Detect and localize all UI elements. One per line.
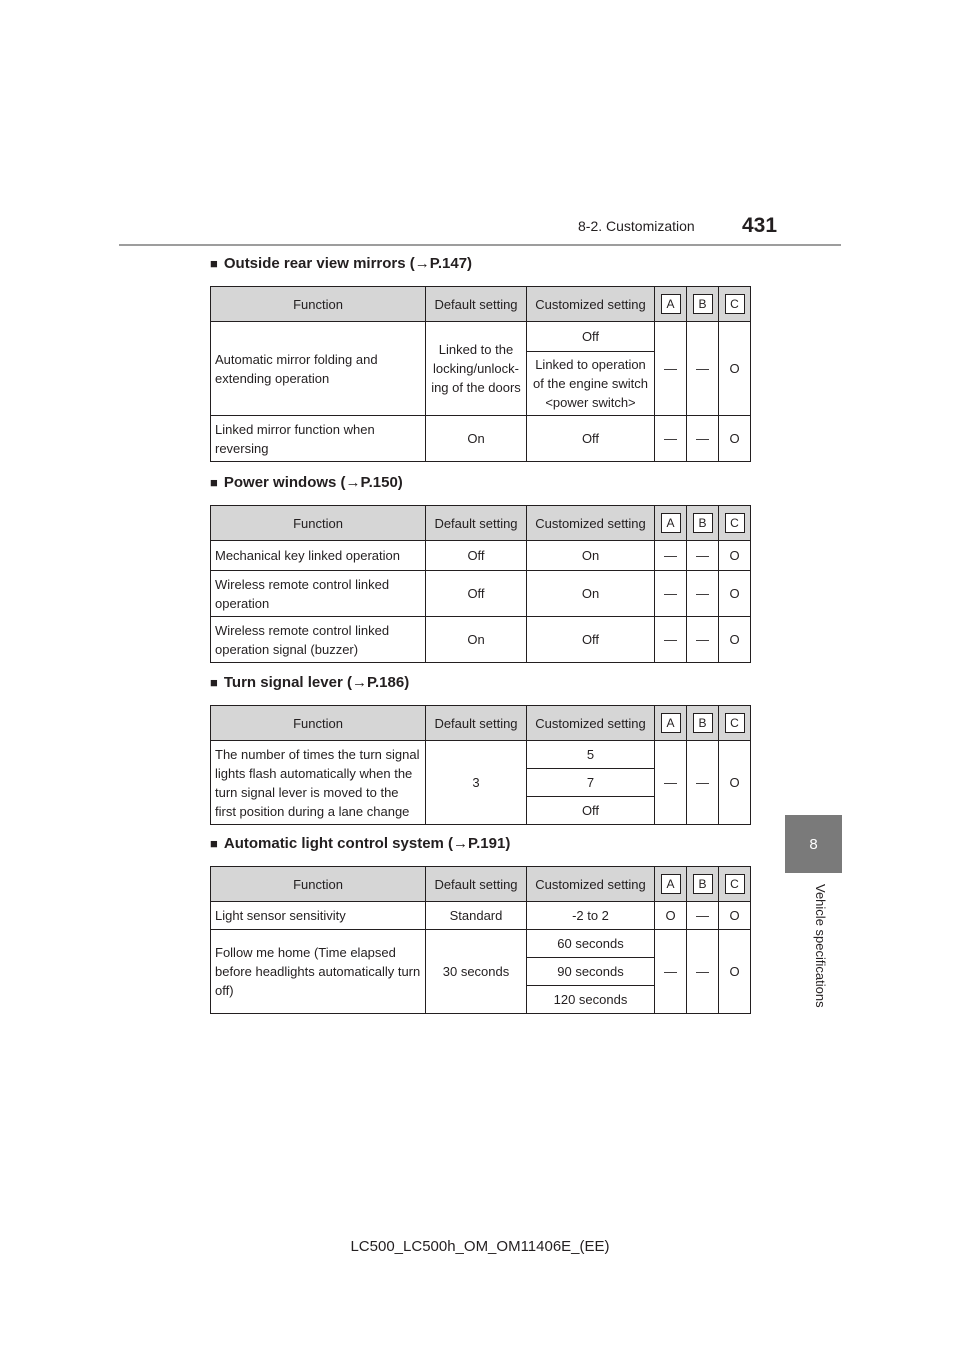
col-c [719,706,751,741]
chapter-tab [785,815,842,873]
custom-cell: On [527,571,655,617]
col-function: Function [211,706,426,741]
col-b-label: B [693,713,713,733]
table-row [211,902,751,930]
heading-text: Turn signal lever (→P.186) [223,674,410,691]
heading-text: Outside rear view mirrors (→P.147) [223,255,473,272]
col-customized: Customized setting [527,706,655,741]
col-c-label: C [725,713,745,733]
c-cell: O [719,416,751,462]
custom-cell: 90 seconds [527,958,655,986]
function-cell: Wireless remote control linked operation [211,571,426,617]
a-cell: — [655,741,687,825]
function-cell: The number of times the turn signal lights flash automatically when the turn signal lever is moved to the first position during a lane change [211,741,426,825]
col-function: Function [211,506,426,541]
a-cell: — [655,416,687,462]
table-header-row [211,867,751,902]
heading-turn-signal [210,674,409,691]
col-function: Function [211,867,426,902]
table-row [211,571,751,617]
chapter-label: Vehicle specifications [813,884,828,1008]
b-cell: — [687,571,719,617]
table-outside-mirrors [210,286,751,462]
col-b [687,506,719,541]
c-cell: O [719,571,751,617]
b-cell: — [687,541,719,571]
default-cell: Off [426,541,527,571]
heading-text: Automatic light control system (→P.191) [223,835,511,852]
col-function: Function [211,287,426,322]
function-cell: Light sensor sensitivity [211,902,426,930]
chapter-number: 8 [809,835,818,853]
c-cell: O [719,617,751,663]
default-cell: On [426,617,527,663]
heading-power-windows [210,474,403,491]
custom-cell: 7 [527,769,655,797]
heading-text: Power windows (→P.150) [223,474,403,491]
default-cell: On [426,416,527,462]
col-b [687,287,719,322]
custom-cell: 60 seconds [527,930,655,958]
function-cell: Follow me home (Time elapsed before headlights automatically turn off) [211,930,426,1014]
col-b [687,867,719,902]
function-cell: Wireless remote control linked operation signal (buzzer) [211,617,426,663]
col-a [655,506,687,541]
col-default: Default setting [426,506,527,541]
col-c [719,506,751,541]
col-a [655,706,687,741]
a-cell: O [655,902,687,930]
table-row [211,416,751,462]
col-a [655,867,687,902]
col-default: Default setting [426,706,527,741]
c-cell: O [719,741,751,825]
col-c-label: C [725,874,745,894]
col-c-label: C [725,294,745,314]
col-a-label: A [661,294,681,314]
table-light-control [210,866,751,1014]
c-cell: O [719,930,751,1014]
square-bullet-icon: ■ [210,675,218,690]
table-header-row [211,506,751,541]
heading-outside-mirrors [210,255,472,272]
heading-light-control [210,835,510,852]
custom-cell: 5 [527,741,655,769]
b-cell: — [687,617,719,663]
col-c-label: C [725,513,745,533]
function-cell: Mechanical key linked operation [211,541,426,571]
function-cell: Linked mirror function when reversing [211,416,426,462]
a-cell: — [655,541,687,571]
b-cell: — [687,902,719,930]
c-cell: O [719,902,751,930]
col-c [719,867,751,902]
col-default: Default setting [426,867,527,902]
custom-cell: 120 seconds [527,986,655,1014]
default-cell: 3 [426,741,527,825]
c-cell: O [719,541,751,571]
custom-cell: Off [527,797,655,825]
c-cell: O [719,322,751,416]
custom-cell: -2 to 2 [527,902,655,930]
section-title: 8-2. Customization [578,218,695,234]
col-default: Default setting [426,287,527,322]
document-code: LC500_LC500h_OM_OM11406E_(EE) [350,1238,610,1255]
table-row [211,322,751,352]
a-cell: — [655,571,687,617]
a-cell: — [655,617,687,663]
default-cell: Standard [426,902,527,930]
col-c [719,287,751,322]
col-b [687,706,719,741]
col-a-label: A [661,713,681,733]
table-row [211,541,751,571]
col-customized: Customized setting [527,867,655,902]
col-a-label: A [661,874,681,894]
col-customized: Customized setting [527,506,655,541]
square-bullet-icon: ■ [210,836,218,851]
col-b-label: B [693,513,713,533]
table-row [211,617,751,663]
table-header-row [211,287,751,322]
col-b-label: B [693,294,713,314]
b-cell: — [687,322,719,416]
default-cell: Linked to the locking/unlock-ing of the doors [426,322,527,416]
b-cell: — [687,930,719,1014]
default-cell: 30 seconds [426,930,527,1014]
default-cell: Off [426,571,527,617]
table-power-windows [210,505,751,663]
header-divider [119,244,841,246]
function-cell: Automatic mirror folding and extending operation [211,322,426,416]
table-header-row [211,706,751,741]
custom-cell: On [527,541,655,571]
b-cell: — [687,741,719,825]
col-a [655,287,687,322]
table-row [211,741,751,769]
table-row [211,930,751,958]
custom-cell: Off [527,322,655,352]
col-b-label: B [693,874,713,894]
page-number: 431 [742,214,778,237]
custom-cell: Linked to operation of the engine switch <power switch> [527,352,655,416]
b-cell: — [687,416,719,462]
custom-cell: Off [527,617,655,663]
col-customized: Customized setting [527,287,655,322]
table-turn-signal [210,705,751,825]
square-bullet-icon: ■ [210,475,218,490]
square-bullet-icon: ■ [210,256,218,271]
custom-cell: Off [527,416,655,462]
a-cell: — [655,930,687,1014]
a-cell: — [655,322,687,416]
col-a-label: A [661,513,681,533]
